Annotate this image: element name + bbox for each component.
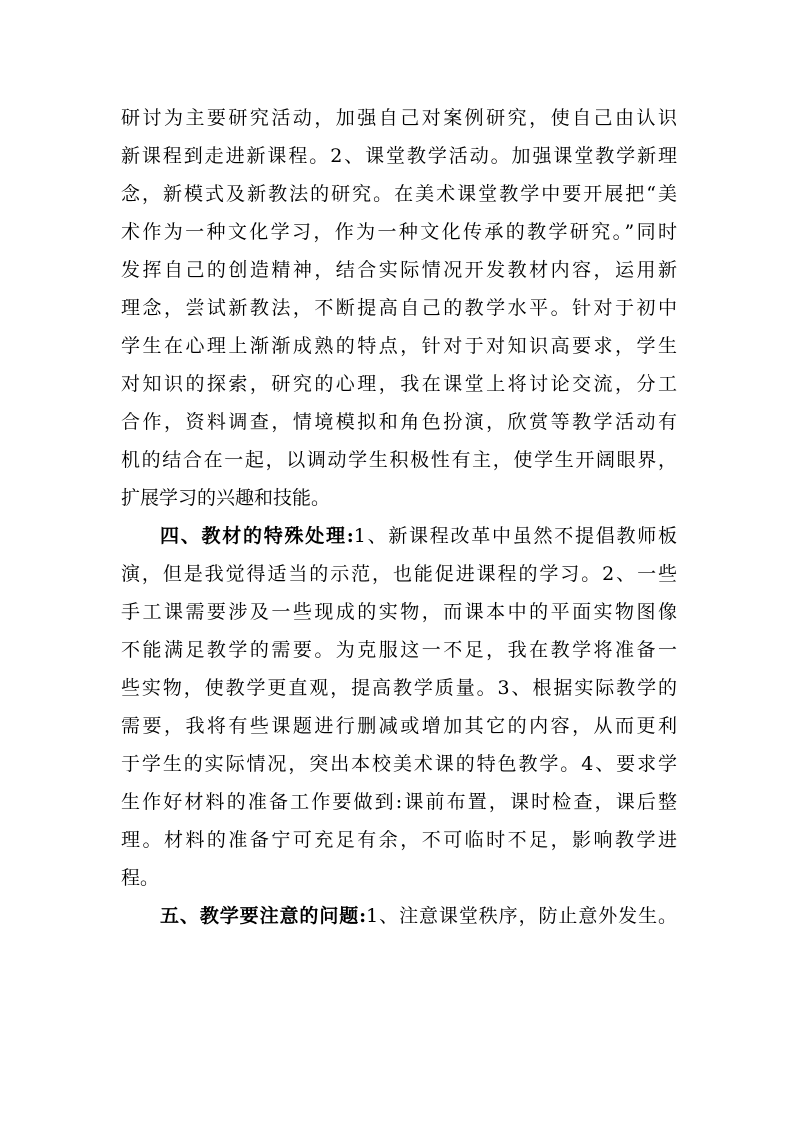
paragraph-line: 学生在心理上渐渐成熟的特点，针对于对知识高要求，学生 <box>121 335 677 357</box>
paragraph-line: 合作，资料调查，情境模拟和角色扮演，欣赏等教学活动有 <box>121 411 677 433</box>
section-5-heading: 五、教学要注意的问题: <box>160 905 367 927</box>
paragraph-line: 理。材料的准备宁可充足有余，不可临时不足，影响教学进 <box>121 829 677 851</box>
paragraph-line: 于学生的实际情况，突出本校美术课的特色教学。4、要求学 <box>121 753 677 775</box>
paragraph-line: 些实物，使教学更直观，提高教学质量。3、根据实际教学的 <box>121 677 677 699</box>
paragraph-line: 机的结合在一起，以调动学生积极性有主，使学生开阔眼界， <box>121 449 677 471</box>
paragraph-line: 不能满足教学的需要。为克服这一不足，我在教学将准备一 <box>121 639 677 661</box>
paragraph-line: 研讨为主要研究活动，加强自己对案例研究，使自己由认识 <box>121 107 677 129</box>
section-5-first-line-text: 1、注意课堂秩序，防止意外发生。 <box>366 905 677 927</box>
paragraph-line: 理念，尝试新教法，不断提高自己的教学水平。针对于初中 <box>121 297 677 319</box>
paragraph-line: 新课程到走进新课程。2、课堂教学活动。加强课堂教学新理 <box>121 145 677 167</box>
paragraph-line: 程。 <box>121 867 160 889</box>
paragraph-line: 扩展学习的兴趣和技能。 <box>121 487 331 509</box>
section-4-heading: 四、教材的特殊处理: <box>160 525 354 547</box>
paragraph-line: 需要，我将有些课题进行删减或增加其它的内容，从而更利 <box>121 715 677 737</box>
paragraph-line: 发挥自己的创造精神，结合实际情况开发教材内容，运用新 <box>121 259 677 281</box>
paragraph-line: 对知识的探索，研究的心理，我在课堂上将讨论交流，分工 <box>121 373 677 395</box>
paragraph-line: 手工课需要涉及一些现成的实物，而课本中的平面实物图像 <box>121 601 677 623</box>
section-5-first-line <box>160 901 677 931</box>
paragraph-line: 生作好材料的准备工作要做到:课前布置，课时检查，课后整 <box>121 791 677 813</box>
section-4-first-line-text: 1、新课程改革中虽然不提倡教师板 <box>353 525 677 547</box>
paragraph-line: 术作为一种文化学习，作为一种文化传承的教学研究。”同时 <box>121 221 677 243</box>
section-4-first-line <box>160 521 677 551</box>
paragraph-line: 演，但是我觉得适当的示范，也能促进课程的学习。2、一些 <box>121 563 677 585</box>
paragraph-line: 念，新模式及新教法的研究。在美术课堂教学中要开展把“美 <box>121 183 677 205</box>
